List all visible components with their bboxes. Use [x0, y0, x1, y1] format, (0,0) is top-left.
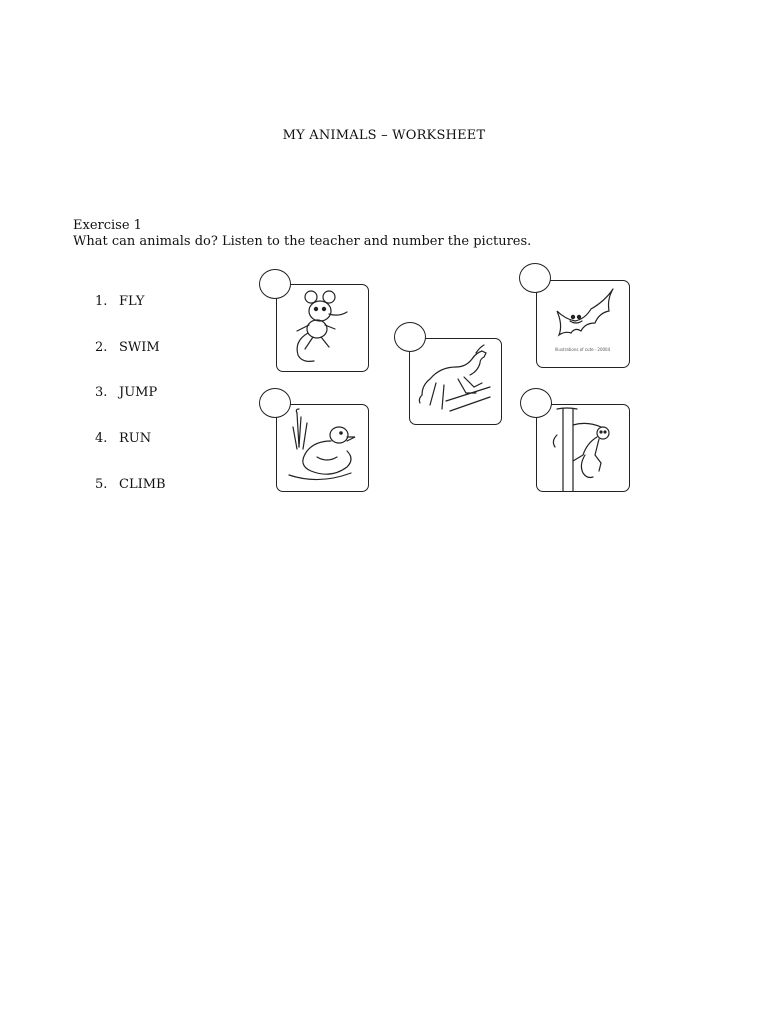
number-bubble-monkey[interactable]: [520, 388, 552, 418]
list-item: [95, 385, 157, 400]
item-number: 4.: [95, 431, 108, 446]
item-label: RUN: [119, 431, 152, 446]
number-bubble-mouse[interactable]: [259, 269, 291, 299]
list-item: [95, 340, 160, 355]
item-label: SWIM: [119, 340, 160, 355]
mouse-running-icon: [277, 285, 370, 373]
number-bubble-bat[interactable]: [519, 263, 551, 293]
item-number: 3.: [95, 385, 108, 400]
number-bubble-horse[interactable]: [394, 322, 426, 352]
bat-flying-icon: [537, 281, 631, 369]
picture-card-horse: [409, 338, 502, 425]
list-item: [95, 477, 166, 492]
picture-card-mouse: [276, 284, 369, 372]
item-number: 5.: [95, 477, 108, 492]
worksheet-title: MY ANIMALS – WORKSHEET: [282, 128, 486, 143]
item-number: 2.: [95, 340, 108, 355]
item-label: FLY: [119, 294, 145, 309]
item-label: CLIMB: [119, 477, 166, 492]
monkey-climbing-icon: [537, 405, 631, 493]
picture-card-duck: [276, 404, 369, 492]
exercise-instruction: What can animals do? Listen to the teacher and number the pictures.: [73, 234, 532, 249]
picture-card-monkey: [536, 404, 630, 492]
item-number: 1.: [95, 294, 108, 309]
exercise-heading: Exercise 1: [73, 218, 142, 233]
number-bubble-duck[interactable]: [259, 388, 291, 418]
duck-swimming-icon: [277, 405, 370, 493]
list-item: [95, 294, 144, 309]
picture-card-bat: [536, 280, 630, 368]
item-label: JUMP: [119, 385, 158, 400]
horse-jumping-icon: [410, 339, 503, 426]
image-credit: Illustrations of cute · 20004: [555, 347, 611, 352]
list-item: [95, 431, 151, 446]
